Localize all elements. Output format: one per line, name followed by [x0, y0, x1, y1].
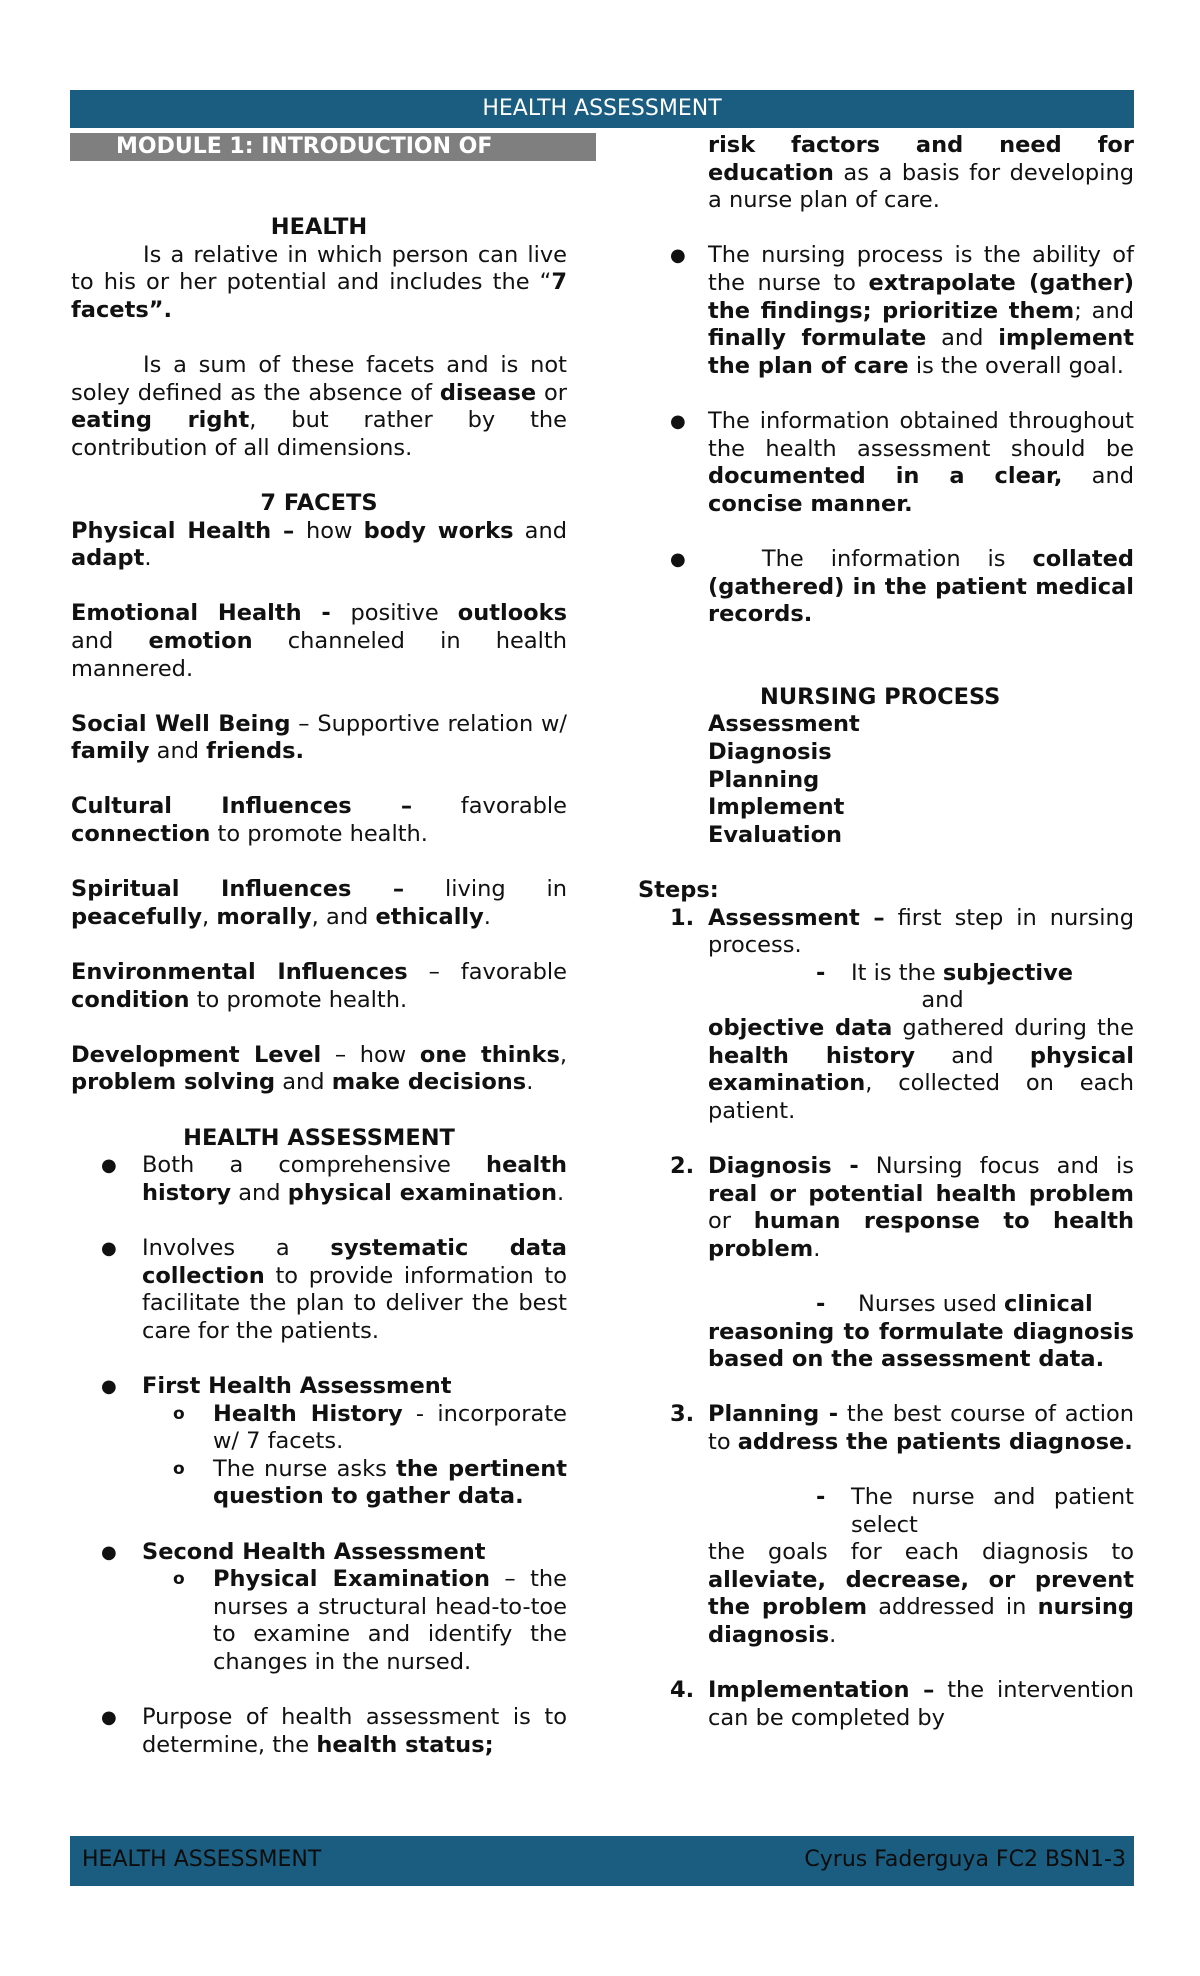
bullet-icon: ● — [101, 1375, 117, 1397]
left-column — [71, 214, 567, 1759]
ha-sub-bullet-nurse-asks: o The nurse asks the pertinent question to gather data. — [173, 1455, 567, 1510]
nursing-process-title: NURSING PROCESS — [760, 683, 1001, 710]
np-item-assessment: Assessment — [708, 711, 860, 738]
bullet-icon: ● — [101, 1541, 117, 1563]
ha-bullet-4: ● Second Health Assessment — [101, 1538, 486, 1565]
hollow-bullet-icon: o — [173, 1403, 185, 1424]
footer-author: Cyrus Faderguya FC2 BSN1-3 — [804, 1847, 1126, 1872]
health-paragraph-2: Is a sum of these facets and is not soley defined as the absence of disease or eating right, but rather by the contribution of all dimensions. — [71, 351, 567, 461]
footer-left-title: HEALTH ASSESSMENT — [82, 1847, 322, 1872]
np-item-evaluation: Evaluation — [708, 821, 843, 848]
bullet-icon: ● — [101, 1237, 117, 1259]
right-bullet-3: ● The information is collated (gathered) in the patient medical records. — [670, 545, 1134, 628]
bullet-icon: ● — [101, 1155, 117, 1177]
ha-bullet-3: ● First Health Assessment — [101, 1372, 452, 1399]
step-3-planning: 3. Planning - the best course of action to address the patients diagnose. — [670, 1401, 1134, 1455]
step-2-diagnosis: 2. Diagnosis - Nursing focus and is real or potential health problem or human response to health problem. — [670, 1152, 1135, 1262]
facet-emotional: Emotional Health - positive outlooks and emotion channeled in health mannered. — [71, 600, 567, 682]
facet-social: Social Well Being – Supportive relation w/ family and friends. — [71, 710, 567, 765]
module-title-bar: MODULE 1: INTRODUCTION OF — [70, 133, 596, 161]
np-item-planning: Planning — [708, 766, 820, 793]
step-4-implementation: 4. Implementation – the intervention can be completed by — [670, 1677, 1134, 1731]
ha-sub-bullet-physical-exam: o Physical Examination – the nurses a structural head-to-toe to examine and identify the changes in the nursed. — [173, 1566, 567, 1675]
page-header: HEALTH ASSESSMENT — [70, 90, 1134, 128]
step-2-dash-item: - Nurses used clinical — [816, 1290, 1093, 1317]
right-column — [638, 132, 1135, 1732]
step-3-continued: the goals for each diagnosis to alleviate, decrease, or prevent the problem addressed in nursing diagnosis. — [708, 1539, 1134, 1649]
np-item-diagnosis: Diagnosis — [708, 739, 832, 766]
facet-cultural: Cultural Influences – favorable connection to promote health. — [71, 793, 567, 848]
facets-title: 7 FACETS — [260, 489, 378, 516]
facet-environmental: Environmental Influences – favorable condition to promote health. — [71, 959, 567, 1013]
hollow-bullet-icon: o — [173, 1569, 185, 1590]
health-assessment-title: HEALTH ASSESSMENT — [183, 1124, 455, 1151]
step-1-continued: objective data gathered during the health history and physical examination, collected on each patient. — [708, 1015, 1134, 1124]
np-item-implement: Implement — [708, 794, 845, 821]
continued-paragraph: risk factors and need for education as a basis for developing a nurse plan of care. — [708, 132, 1134, 214]
bullet-icon: ● — [670, 410, 686, 432]
health-paragraph-1: Is a relative in which person can live to his or her potential and includes the “7 facets”. — [71, 241, 567, 323]
facet-development: Development Level – how one thinks, problem solving and make decisions. — [71, 1041, 567, 1096]
step-1-dash-item: - It is the subjective and — [816, 959, 1074, 1014]
right-bullet-1: ● The nursing process is the ability of the nurse to extrapolate (gather) the findings; prioritize them; and finally formulate and implement the plan of care is the overall goal. — [670, 242, 1134, 379]
hollow-bullet-icon: o — [173, 1458, 185, 1479]
health-title: HEALTH — [270, 214, 368, 240]
bullet-icon: ● — [101, 1707, 117, 1729]
bullet-icon: ● — [670, 245, 686, 267]
page-footer — [70, 1836, 1134, 1886]
steps-label: Steps: — [638, 877, 719, 904]
right-bullet-2: ● The information obtained throughout the health assessment should be documented in a clear, and concise manner. — [670, 407, 1134, 517]
step-2-continued: reasoning to formulate diagnosis based on the assessment data. — [708, 1318, 1134, 1373]
step-1-assessment: 1. Assessment – first step in nursing process. — [670, 904, 1134, 959]
ha-bullet-2: ● Involves a systematic data collection to provide information to facilitate the plan to deliver the best care for the patients. — [101, 1234, 567, 1344]
ha-bullet-1: ● Both a comprehensive health history and physical examination. — [101, 1152, 567, 1206]
ha-bullet-5: ● Purpose of health assessment is to determine, the health status; — [101, 1704, 567, 1758]
facet-physical: Physical Health – how body works and adapt. — [71, 517, 567, 572]
ha-sub-bullet-health-history: o Health History - incorporate w/ 7 facets. — [173, 1400, 567, 1455]
step-3-dash-item: - The nurse and patient select — [816, 1484, 1134, 1538]
facet-spiritual: Spiritual Influences – living in peacefully, morally, and ethically. — [71, 876, 567, 930]
bullet-icon: ● — [670, 548, 686, 570]
